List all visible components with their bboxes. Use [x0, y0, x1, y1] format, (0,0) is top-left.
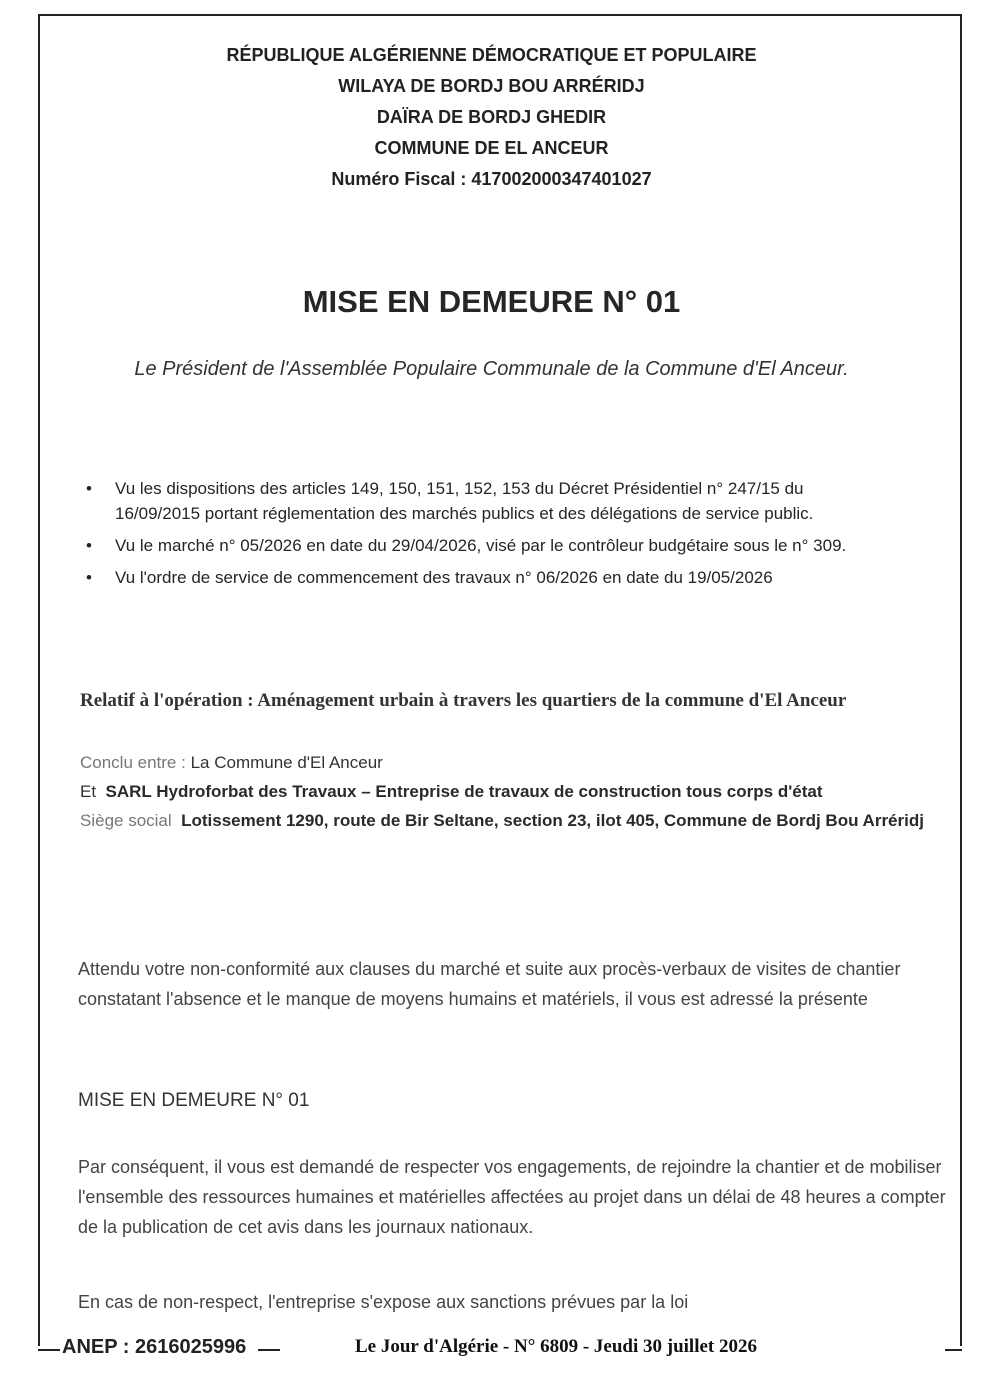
list-item	[80, 565, 880, 590]
journal-reference: Le Jour d'Algérie - N° 6809 - Jeudi 30 juillet 2026	[355, 1336, 757, 1357]
siege-row	[80, 806, 940, 835]
conclu-label: Conclu entre :	[80, 753, 186, 772]
contract-parties	[80, 748, 940, 835]
header-daira: DAÏRA DE BORDJ GHEDIR	[376, 107, 607, 127]
siege-value: Lotissement 1290, route de Bir Seltane, section 23, ilot 405, Commune de Bordj Bou Arréridj	[181, 811, 924, 830]
header-numero-fiscal: Numéro Fiscal : 417002000347401027	[331, 169, 652, 189]
list-item-text: Vu le marché n° 05/2026 en date du 29/04/2026, visé par le contrôleur budgétaire sous le n° 309.	[115, 536, 847, 555]
divider	[38, 1349, 60, 1351]
page-title: MISE EN DEMEURE N° 01	[302, 284, 681, 319]
paragraph-sanctions: En cas de non-respect, l'entreprise s'expose aux sanctions prévues par la loi	[78, 1292, 689, 1312]
list-item	[80, 476, 880, 526]
list-item	[80, 533, 880, 558]
et-label: Et	[80, 782, 97, 801]
header-republique: RÉPUBLIQUE ALGÉRIENNE DÉMOCRATIQUE ET POPULAIRE	[226, 45, 757, 65]
list-item-text: Vu les dispositions des articles 149, 150, 151, 152, 153 du Décret Présidentiel n° 247/15 du 16/09/2015 portant réglementation des marchés publics et des délégations de service public.	[115, 479, 814, 523]
relatif-operation: Relatif à l'opération : Aménagement urbain à travers les quartiers de la commune d'El Anceur	[80, 690, 847, 711]
mise-en-demeure-heading: MISE EN DEMEURE N° 01	[78, 1090, 310, 1111]
et-value: SARL Hydroforbat des Travaux – Entreprise de travaux de construction tous corps d'état	[105, 782, 823, 801]
vu-list	[80, 476, 880, 597]
document-header	[0, 40, 983, 195]
header-commune: COMMUNE DE EL ANCEUR	[374, 138, 609, 158]
document-frame	[38, 14, 962, 1346]
divider	[945, 1349, 962, 1351]
subtitle-president: Le Président de l'Assemblée Populaire Communale de la Commune d'El Anceur.	[134, 358, 849, 380]
bullet-icon: •	[86, 536, 92, 555]
paragraph-attendu: Attendu votre non-conformité aux clauses du marché et suite aux procès-verbaux de visites de chantier constatant l'absence et le manque de moyens humains et matériels, il vous est adressé la présente	[78, 959, 901, 1009]
anep-reference: ANEP : 2616025996	[62, 1336, 247, 1358]
conclu-entre-row	[80, 748, 940, 777]
bullet-icon: •	[86, 479, 92, 498]
conclu-value: La Commune d'El Anceur	[190, 753, 383, 772]
newspaper-footer	[0, 1332, 983, 1368]
paragraph-consequence: Par conséquent, il vous est demandé de respecter vos engagements, de rejoindre la chantier et de mobiliser l'ensemble des ressources humaines et matérielles affectées au projet dans un délai de 48 heures a compter de la publication de cet avis dans les journaux nationaux.	[78, 1157, 946, 1237]
et-row	[80, 777, 940, 806]
siege-label: Siège social	[80, 811, 172, 830]
list-item-text: Vu l'ordre de service de commencement des travaux n° 06/2026 en date du 19/05/2026	[115, 568, 773, 587]
divider	[258, 1349, 280, 1351]
header-wilaya: WILAYA DE BORDJ BOU ARRÉRIDJ	[338, 76, 645, 96]
bullet-icon: •	[86, 568, 92, 587]
